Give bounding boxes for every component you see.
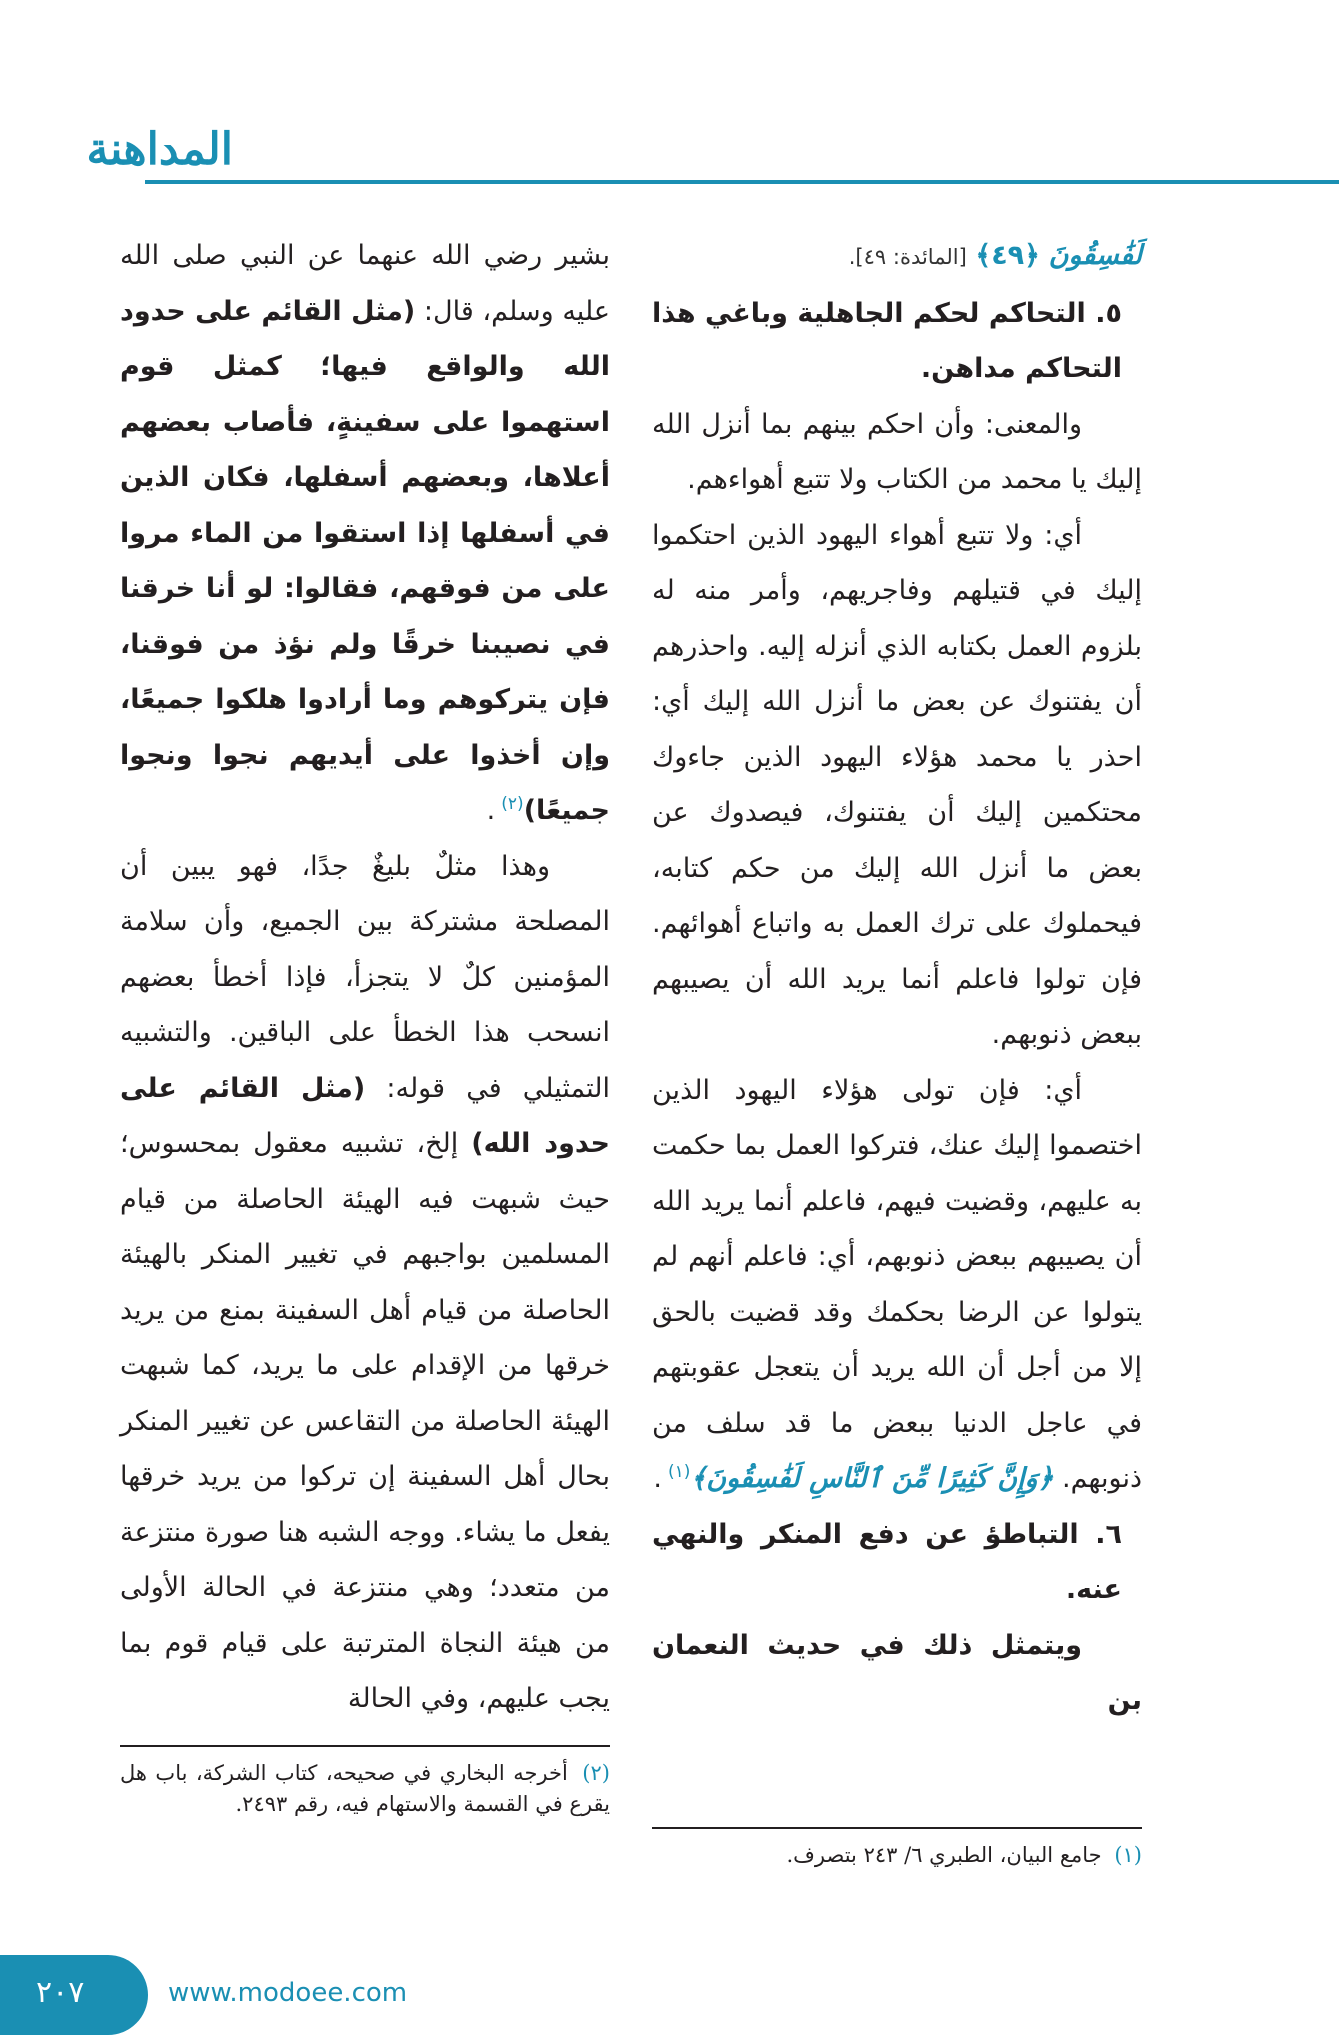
footnote-marker[interactable]: (٢) (501, 794, 524, 814)
section-heading-6: ٦. التباطؤ عن دفع المنكر والنهي عنه. (652, 1518, 1122, 1605)
page-header-title: المداهنة (86, 124, 233, 175)
verse-continuation (652, 228, 1142, 286)
hadith-text: (مثل القائم على حدود الله والواقع فيها؛ كمثل قوم استهموا على سفينةٍ، فأصاب بعضهم أعلاها، وبعضهم أسفلها، فكان الذين في أسفلها إذا استقوا من الماء مروا على من فوقهم، فقالوا: لو أنا خرقنا في نصيبنا خرقًا ولم نؤذ من فوقنا، فإن يتركوهم وما أرادوا هلكوا جميعًا، وإن أخذوا على أيديهم نجوا ونجوا جميعًا) (120, 295, 610, 826)
verse-tail: لَفَٰسِقُونَ (1048, 240, 1142, 271)
footnote-number: (١) (1114, 1843, 1142, 1867)
paragraph (120, 839, 610, 1727)
paragraph-text: إلخ، تشبيه معقول بمحسوس؛ حيث شبهت فيه الهيئة الحاصلة من قيام المسلمين بواجبهم في تغيير المنكر بالهيئة الحاصلة من قيام أهل السفينة بمنع من يريد خرقها من الإقدام على ما يريد، كما شبهت الهيئة الحاصلة من التقاعس عن تغيير المنكر بحال أهل السفينة إن تركوا من يريد خرقها يفعل ما يشاء. ووجه الشبه هنا صورة منتزعة من متعدد؛ وهي منتزعة في الحالة الأولى من هيئة النجاة المترتبة على قيام قوم بما يجب عليهم، وفي الحالة (120, 1128, 610, 1714)
footnote-text: جامع البيان، الطبري ٦/ ٢٤٣ بتصرف. (786, 1843, 1102, 1867)
right-column (652, 228, 1142, 1729)
footnote-marker[interactable]: (١) (668, 1462, 691, 1482)
footnote-number: (٢) (582, 1761, 610, 1785)
left-column (120, 228, 610, 1727)
paragraph-text: وهذا مثلٌ بليغٌ جدًا، فهو يبين أن المصلحة مشتركة بين الجميع، وأن سلامة المؤمنين كلٌ لا يتجزأ، فإذا أخطأ بعضهم انسحب هذا الخطأ على الباقين. والتشبيه التمثيلي في قوله: (120, 850, 610, 1104)
section-heading-5: ٥. التحاكم لحكم الجاهلية وباغي هذا التحاكم مداهن. (652, 297, 1122, 384)
header-rule (145, 180, 1339, 184)
paragraph-text: بشير رضي الله عنهما عن النبي صلى الله عليه وسلم، قال: (120, 240, 610, 327)
verse-reference: [المائدة: ٤٩]. (848, 245, 967, 269)
quran-verse: ﴿وَإِنَّ كَثِيرًا مِّنَ ٱلنَّاسِ لَفَٰسِقُونَ﴾ (690, 1463, 1054, 1494)
footnote-text: أخرجه البخاري في صحيحه، كتاب الشركة، باب هل يقرع في القسمة والاستهام فيه، رقم ٢٤٩٣. (120, 1761, 610, 1816)
hadith-quote: (مثل القائم على حدود الله) (120, 1072, 610, 1159)
footnote-2 (120, 1758, 610, 1820)
website-link[interactable]: www.modoee.com (168, 1978, 408, 2008)
footnote-rule (120, 1745, 610, 1747)
footnote-rule (652, 1827, 1142, 1829)
paragraph: أي: ولا تتبع أهواء اليهود الذين احتكموا إليك في قتيلهم وفاجريهم، وأمر منه له بلزوم العمل بكتابه الذي أنزله إليه. واحذرهم أن يفتنوك عن بعض ما أنزل الله إليك أي: احذر يا محمد هؤلاء اليهود الذين جاءوك محتكمين إليك أن يفتنوك، فيصدوك عن بعض ما أنزل الله إليك من حكم كتابه، فيحملوك على ترك العمل به واتباع أهوائهم. فإن تولوا فاعلم أنما يريد الله أن يصيبهم ببعض ذنوبهم. (652, 519, 1142, 1050)
paragraph-text: أي: فإن تولى هؤلاء اليهود الذين اختصموا إليك عنك، فتركوا العمل بما حكمت به عليهم، وقضيت فيهم، فاعلم أنما يريد الله أن يصيبهم ببعض ذنوبهم، أي: فاعلم أنهم لم يتولوا عن الرضا بحكمك وقد قضيت بالحق إلا من أجل أن الله يريد أن يتعجل عقوبتهم في عاجل الدنيا ببعض ما قد سلف من ذنوبهم. (652, 1074, 1142, 1494)
page-number: ٢٠٧ (36, 1975, 85, 2010)
paragraph: ويتمثل ذلك في حديث النعمان بن (652, 1629, 1142, 1716)
paragraph: أي: فإن تولى هؤلاء اليهود الذين اختصموا إليك عنك، فتركوا العمل بما حكمت به عليهم، وقضيت فيهم، فاعلم أنما يريد الله أن يصيبهم ببعض ذنوبهم، أي: فاعلم أنهم لم يتولوا عن الرضا بحكمك وقد قضيت بالحق إلا من أجل أن الله يريد أن يتعجل عقوبتهم في عاجل الدنيا ببعض ما قد سلف من ذنوبهم. ﴿وَإِنَّ كَثِيرًا مِّنَ ٱلنَّاسِ لَفَٰسِقُونَ﴾$^{(١)}$. (652, 1074, 1142, 1494)
verse-number-mark: ﴿٤٩﴾ (975, 240, 1040, 271)
paragraph: بشير رضي الله عنهما عن النبي صلى الله عليه وسلم، قال: (مثل القائم على حدود الله والواقع فيها؛ كمثل قوم استهموا على سفينةٍ، فأصاب بعضهم أعلاها، وبعضهم أسفلها، فكان الذين في أسفلها إذا استقوا من الماء مروا على من فوقهم، فقالوا: لو أنا خرقنا في نصيبنا خرقًا ولم نؤذ من فوقنا، فإن يتركوهم وما أرادوا هلكوا جميعًا، وإن أخذوا على أيديهم نجوا ونجوا جميعًا)$^{(٢)}$. (120, 240, 610, 826)
paragraph: والمعنى: وأن احكم بينهم بما أنزل الله إليك يا محمد من الكتاب ولا تتبع أهواءهم. (652, 408, 1142, 495)
footnote-1 (652, 1840, 1142, 1871)
